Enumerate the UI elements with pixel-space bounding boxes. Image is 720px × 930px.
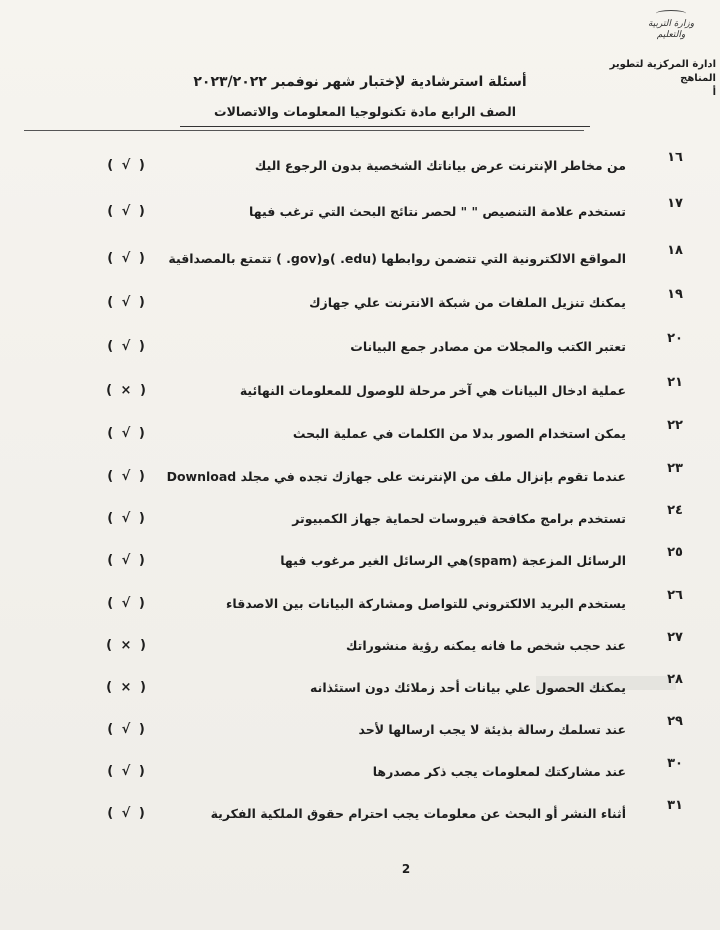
question-text: عندما تقوم بإنزال ملف من الإنترنت على جهازك تجده في مجلد Download	[166, 469, 626, 484]
question-number: ٢٧	[667, 630, 683, 645]
question-row	[0, 503, 720, 533]
question-row	[0, 287, 720, 317]
page-title: أسئلة استرشادية لإختبار شهر نوفمبر ٢٠٢٣/٢٠٢٢	[193, 74, 527, 90]
answer-mark: ( √ )	[107, 469, 147, 484]
question-row	[0, 756, 720, 786]
question-row	[0, 375, 720, 405]
answer-mark: ( × )	[106, 638, 148, 653]
question-number: ١٦	[667, 150, 683, 165]
question-text: من مخاطر الإنترنت عرض بياناتك الشخصية بدون الرجوع اليك	[254, 158, 626, 173]
department-mark: أ	[712, 87, 716, 98]
answer-mark: ( √ )	[107, 339, 147, 354]
question-number: ٢٦	[667, 588, 683, 603]
question-number: ١٨	[667, 243, 683, 258]
answer-mark: ( √ )	[107, 806, 147, 821]
question-text: عملية ادخال البيانات هي آخر مرحلة للوصول للمعلومات النهائية	[239, 383, 626, 398]
question-number: ٢٢	[667, 418, 683, 433]
question-row	[0, 588, 720, 618]
answer-mark: ( √ )	[107, 204, 147, 219]
question-number: ١٧	[667, 196, 683, 211]
question-text: يستخدم البريد الالكتروني للتواصل ومشاركة البيانات بين الاصدقاء	[226, 596, 626, 611]
answer-mark: ( √ )	[107, 158, 147, 173]
answer-mark: ( √ )	[107, 511, 147, 526]
question-number: ٢٤	[667, 503, 683, 518]
answer-mark: ( √ )	[107, 426, 147, 441]
department-name: ادارة المركزية لتطوير المناهج	[609, 59, 716, 84]
question-text: عند تسلمك رسالة بذيئة لا يجب ارسالها لأحد	[358, 722, 626, 737]
question-text: يمكنك الحصول علي بيانات أحد زملائك دون استئذانه	[310, 680, 626, 695]
question-row	[0, 418, 720, 448]
question-text: عند حجب شخص ما فانه يمكنه رؤية منشوراتك	[346, 638, 626, 653]
answer-mark: ( × )	[106, 680, 148, 695]
question-number: ٢٣	[667, 461, 683, 476]
question-text: الرسائل المزعجة (spam)هي الرسائل الغير مرغوب فيها	[280, 553, 626, 568]
question-number: ٣٠	[667, 756, 683, 771]
question-text: عند مشاركتك لمعلومات يجب ذكر مصدرها	[372, 764, 626, 779]
question-row	[0, 461, 720, 491]
question-text: أثناء النشر أو البحث عن معلومات يجب احترام حقوق الملكية الفكرية	[210, 806, 626, 821]
header-divider	[24, 130, 584, 131]
answer-mark: ( √ )	[107, 553, 147, 568]
answer-mark: ( √ )	[107, 764, 147, 779]
question-row	[0, 714, 720, 744]
question-row	[0, 150, 720, 180]
question-text: يمكن استخدام الصور بدلا من الكلمات في عملية البحث	[292, 426, 626, 441]
answer-mark: ( √ )	[107, 295, 147, 310]
question-text: تعتبر الكتب والمجلات من مصادر جمع البيانات	[350, 339, 626, 354]
question-text: تستخدم برامج مكافحة فيروسات لحماية جهاز الكمبيوتر	[292, 511, 626, 526]
question-text: تستخدم علامة التنصيص " " لحصر نتائج البحث التي ترغب فيها	[249, 204, 626, 219]
logo-text: وزارة التربية والتعليم	[647, 19, 695, 40]
question-number: ٢٥	[667, 545, 683, 560]
answer-mark: ( √ )	[107, 596, 147, 611]
question-number: ٢١	[667, 375, 683, 390]
question-row	[0, 243, 720, 273]
question-text: يمكنك تنزيل الملفات من شبكة الانترنت علي جهازك	[309, 295, 626, 310]
question-number: ٣١	[667, 798, 683, 813]
answer-mark: ( √ )	[107, 251, 147, 266]
question-row	[0, 545, 720, 575]
title-underline	[180, 126, 590, 127]
department-header	[596, 58, 716, 100]
question-row	[0, 331, 720, 361]
question-row	[0, 798, 720, 828]
answer-mark: ( × )	[106, 383, 148, 398]
answer-mark: ( √ )	[107, 722, 147, 737]
question-row	[0, 630, 720, 660]
question-number: ١٩	[667, 287, 683, 302]
question-text: المواقع الالكترونية التي تتضمن روابطها (edu. )و(gov. ) تتمتع بالمصداقية	[168, 251, 626, 266]
page-subtitle: الصف الرابع مادة تكنولوجيا المعلومات والاتصالات	[214, 104, 516, 119]
logo-swirl-icon	[656, 10, 686, 17]
question-number: ٢٨	[667, 672, 683, 687]
question-row	[0, 672, 720, 702]
question-number: ٢٠	[667, 331, 683, 346]
ministry-logo	[636, 10, 706, 50]
question-row	[0, 196, 720, 226]
question-number: ٢٩	[667, 714, 683, 729]
page-number: 2	[401, 862, 411, 876]
